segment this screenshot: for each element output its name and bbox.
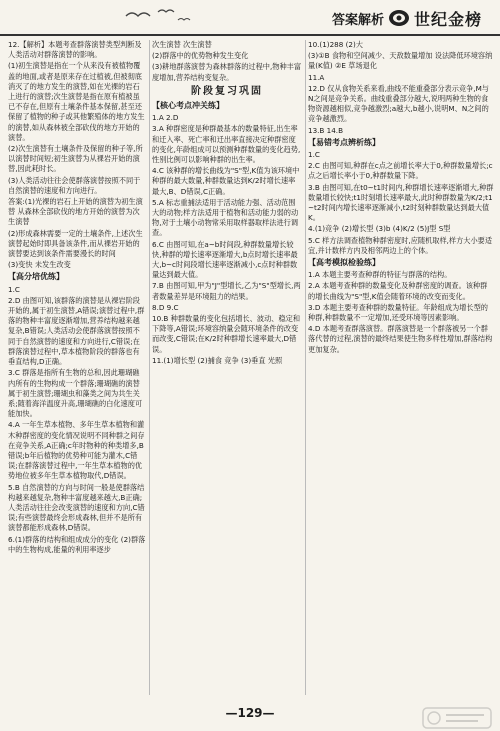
- answer-paragraph: (2)形成森林需要一定的土壤条件,上述次生演替起始时即具备该条件,而从裸岩开始的演替要达到该条件需要漫长的时间: [8, 228, 143, 259]
- birds-decoration-icon: [118, 2, 198, 28]
- answer-paragraph: (3)变快 未发生改变: [8, 260, 71, 270]
- answer-paragraph: 3.B 由图可知,在t0~t1时间内,种群增长速率逐渐增大,种群数量增长较快;t1时刻增长速率最大,此时种群数量为K/2;t1~t2时间内增长速率逐渐减小,t2时刻种群数量达到最大值K。: [308, 182, 494, 223]
- section-heading: 【高考模拟检验练】: [308, 258, 380, 268]
- answer-paragraph: (3)人类活动往往会使群落演替按照不同于自然演替的速度和方向进行。: [8, 175, 141, 195]
- column-divider: [305, 40, 306, 695]
- answer-paragraph: 1.A 本题主要考查种群的特征与群落的结构。: [308, 270, 452, 280]
- answer-paragraph: 3.A 种群密度是种群最基本的数量特征,出生率和迁入率、死亡率和迁出率直接决定种群密度的变化,年龄组成可以预测种群数量的变化趋势,性别比例可以影响种群的出生率。: [152, 124, 301, 165]
- answer-paragraph: 5.C 样方法调查植物种群密度时,应随机取样,样方大小要适宜,并计数样方内及相邻两边上的个体。: [308, 235, 493, 255]
- column-right: [308, 40, 494, 700]
- chapter-title: 阶段复习巩固: [191, 85, 263, 97]
- answer-paragraph: (3)耕地群落演替为森林群落的过程中,物种丰富度增加,营养结构变复杂。: [152, 62, 302, 82]
- section-heading: 【核心考点冲关练】: [152, 101, 224, 111]
- watermark-stamp-icon: [422, 707, 492, 729]
- answer-paragraph: 3.D 本题主要考查种群的数量特征。年龄组成为增长型的种群,种群数量不一定增加,还受环境等因素影响。: [308, 302, 488, 323]
- answer-paragraph: 2.A 本题考查种群的数量变化及种群密度的调查。该种群的增长曲线为"S"型,K值会随着环境的改变而变化。: [308, 281, 488, 301]
- answer-paragraph: 10.(1)288 (2)大: [308, 40, 363, 49]
- answer-paragraph: 1.A 2.D: [152, 113, 179, 123]
- page-footer: [0, 700, 500, 731]
- answer-paragraph: (1)初生演替是指在一个从来没有被植物覆盖的地面,或者是原来存在过植被,但被彻底消灭了的地方发生的演替,如在光裸的岩石上进行的演替;次生演替是指在原有植被虽已不存在,但原有土壤条件基本保留,甚至还保留了植物的种子或其他繁殖体的地方发生的演替,如从森林被全部砍伐的地方开始的演替。: [8, 61, 145, 142]
- answer-paragraph: 13.B 14.B: [308, 125, 344, 135]
- answer-paragraph: 4.A 一年生草本植物、多年生草本植物和灌木种群密度的变化情况说明不同种群之间存在竞争关系,A正确;c年时物种的种类增多,B错误;b年后植物的优势种可能为灌木,C错误;在群落演替过程中,一年生草本植物的优势地位被多年生草本植物取代,D错误。: [8, 420, 145, 481]
- page-number: —129—: [225, 706, 275, 720]
- answer-paragraph: 10.B 种群数量的变化包括增长、波动、稳定和下降等,A错误;环境容纳量会随环境条件的改变而改变,C错误;在K/2时种群增长速率最大,D错误。: [152, 314, 301, 354]
- page-header: [0, 0, 500, 36]
- brand-logo-text: 世纪金榜: [413, 9, 482, 29]
- answer-paragraph: 2.C 由图可知,种群在c点之前增长率大于0,种群数量增长;c点之后增长率小于0,种群数量下降。: [308, 161, 493, 181]
- answer-paragraph: 3.C 群落是指所有生物的总和,因此珊瑚礁内所有的生物构成一个群落;珊瑚礁的演替属于初生演替;珊瑚虫和藻类之间为共生关系;随着海洋温度升高,珊瑚礁的白化速度可能加快。: [8, 368, 143, 419]
- column-divider: [149, 40, 150, 695]
- answer-paragraph: (2)次生演替有土壤条件及保留的种子等,所以演替时间短;初生演替为从裸岩开始的演替,因此耗时长。: [8, 144, 143, 174]
- section-heading: 【高分培优练】: [8, 272, 64, 282]
- answer-paragraph: 答案:(1)光裸的岩石上开始的演替为初生演替 从森林全部砍伐的地方开始的演替为次生演替: [8, 197, 143, 227]
- answer-paragraph: 4.C 该种群的增长曲线为"S"型,K值为该环境中种群的最大数量,种群数量达到K/2时增长速率最大,B、D错误,C正确。: [152, 166, 300, 196]
- answer-paragraph: 11.(1)增长型 (2)捕食 竞争 (3)垂直 光照: [152, 355, 283, 365]
- answer-paragraph: 2.D 由图可知,该群落的演替是从裸岩阶段开始的,属于初生演替,A错误;演替过程中,群落的物种丰富度逐渐增加,营养结构越来越复杂,B错误;人类活动会使群落演替按照不同于自然演替的速度和方向进行,C错误;在群落演替过程中,草本植物阶段的群落也有垂直结构,D正确。: [8, 295, 145, 367]
- answer-paragraph: 5.A 标志重捕法适用于活动能力强、活动范围大的动物;样方法适用于植物和活动能力弱的动物,对于土壤小动物常采用取样器取样法进行调查。: [152, 197, 299, 238]
- brand-logo-icon: [388, 9, 410, 27]
- answer-paragraph: 5.B 自然演替的方向与时间一般是使群落结构越来越复杂,物种丰富度越来越大,B正确;人类活动往往会改变演替的速度和方向,C错误;有些演替最终会形成森林,但并不是所有演替都能形成森林,D错误。: [8, 482, 145, 533]
- answer-paragraph: 1.C: [8, 284, 20, 294]
- answer-paragraph: 4.D 本题考查群落演替。群落演替是一个群落被另一个群落代替的过程,演替的最终结果使生物多样性增加,群落结构更加复杂。: [308, 324, 493, 354]
- answer-paragraph: 11.A: [308, 72, 325, 82]
- column-left: [8, 40, 146, 700]
- answer-paragraph: 6.C 由图可知,在a~b时间段,种群数量增长较快,种群的增长速率逐渐增大,b点时增长速率最大,b~c时间段增长速率逐渐减小,c点时种群数量达到最大值。: [152, 239, 298, 280]
- brand-block: [332, 7, 482, 29]
- answer-paragraph: (3)①B 食物和空间减少、天敌数量增加 设法降低环境容纳量(K值) ②E 草场退化: [308, 51, 493, 71]
- answer-paragraph: 4.(1)竞争 (2)增长型 (3)b (4)K/2 (5)J型 S型: [308, 224, 451, 234]
- section-label: 答案解析: [331, 12, 384, 28]
- column-middle: [152, 40, 302, 700]
- answer-paragraph: 8.D 9.C: [152, 302, 179, 312]
- answer-paragraph: 6.(1)群落的结构和组成成分的变化 (2)群落中的生物构成,能量的利用率逐步: [8, 534, 146, 554]
- answer-paragraph: 7.B 由图可知,甲为"J"型增长,乙为"S"型增长,两者数量差异是环境阻力的结果。: [152, 281, 301, 301]
- section-heading: 【易错考点辨析练】: [308, 137, 380, 147]
- answer-paragraph: 次生演替 次生演替: [152, 40, 212, 49]
- answer-paragraph: 1.C: [308, 150, 320, 160]
- answer-paragraph: 12.【解析】本题考查群落演替类型判断及人类活动对群落演替的影响。: [8, 40, 142, 60]
- answer-paragraph: 12.D 仅从食物关系来看,曲线不能重叠部分表示竞争,M与N之间是竞争关系。曲线重叠部分越大,说明两种生物的食物资源越相似,竞争越激烈;a越大,b越小,说明M、N之间的竞争越激烈。: [308, 83, 489, 124]
- answer-paragraph: (2)群落中的优势物种发生变化: [152, 51, 249, 61]
